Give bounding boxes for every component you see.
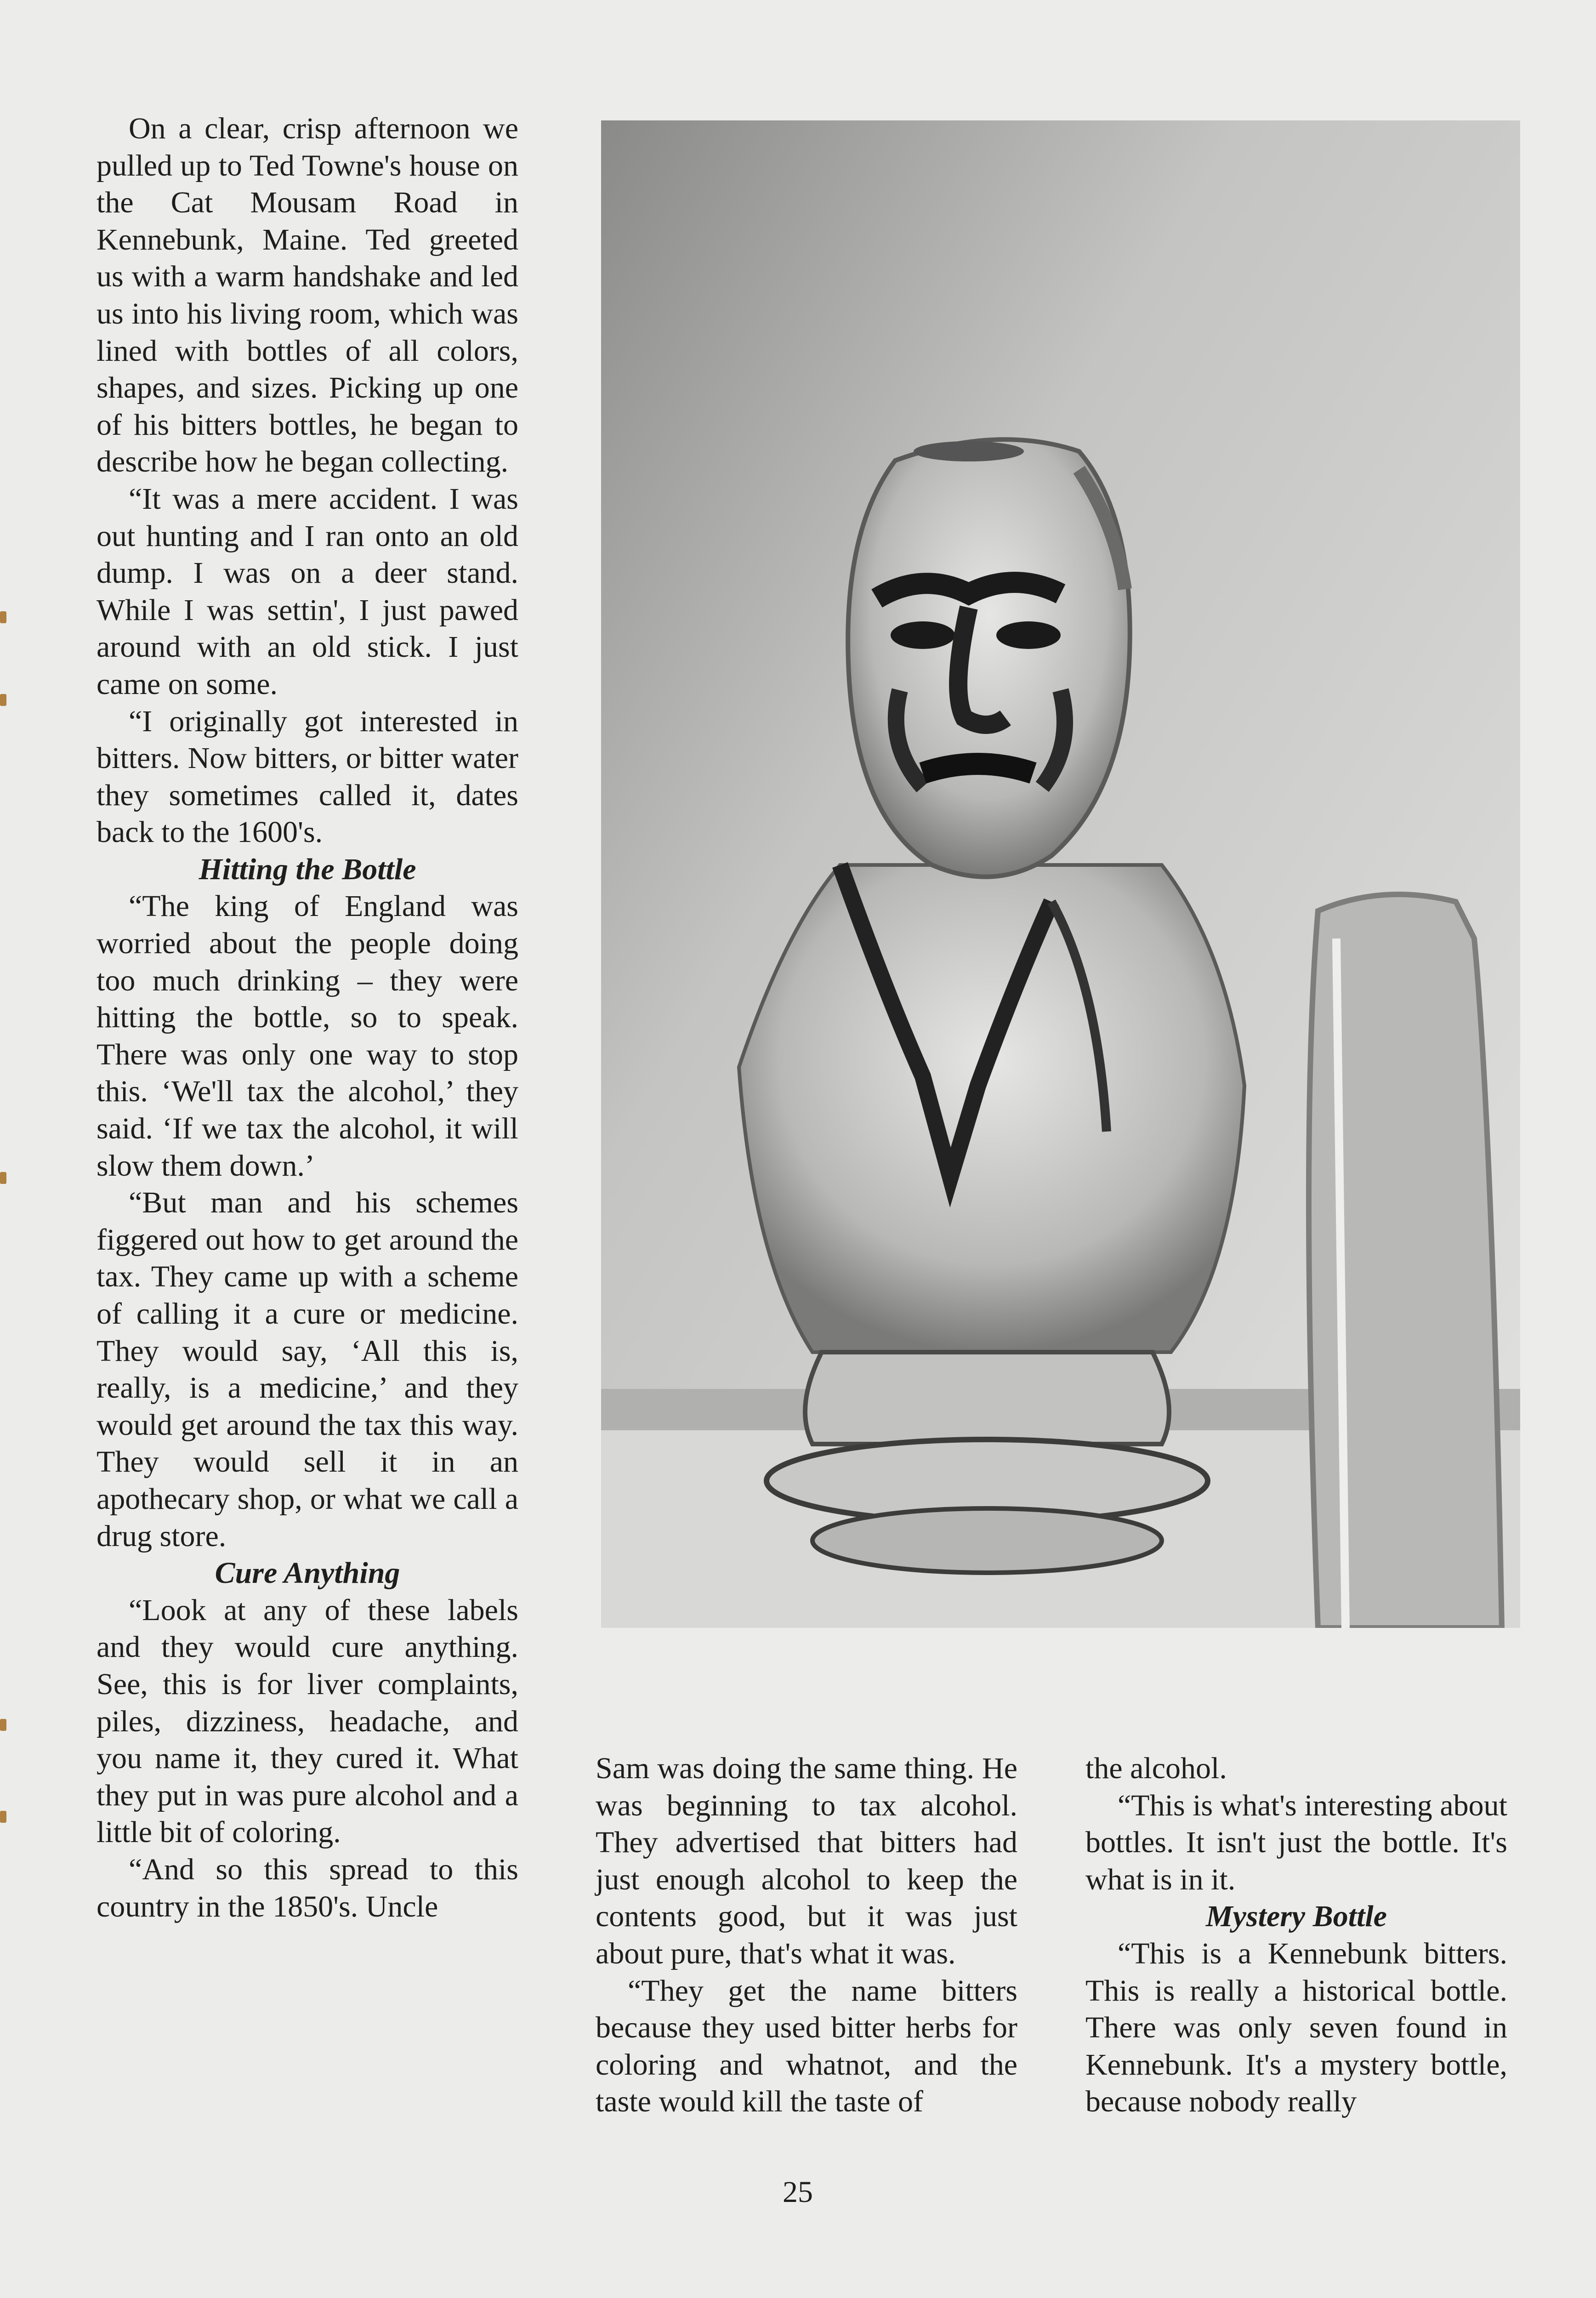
binding-mark [0, 611, 6, 623]
subheading-cure-anything: Cure Anything [215, 1556, 400, 1590]
paragraph: “They get the name bitters because they used bitter herbs for coloring and whatnot, and the taste would kill the taste of [596, 1974, 1017, 2119]
paragraph: the alcohol. [1085, 1752, 1227, 1785]
binding-mark [0, 1719, 6, 1731]
binding-mark [0, 1811, 6, 1823]
paragraph: “This is a Kennebunk bitters. This is really a historical bottle. There was only seven found in Kennebunk. It's a mystery bottle, because nobody really [1085, 1936, 1507, 2119]
paragraph: “The king of England was worried about the people doing too much drinking – they were hitting the bottle, so to speak. There was only one way to stop this. ‘We'll tax the alcohol,’ they said. ‘If we tax the alcohol, it will slow them down.’ [97, 889, 518, 1183]
paragraph: “But man and his schemes figgered out how to get around the tax. They came up with a scheme of calling it a cure or medicine. They would say, ‘All this is, really, is a medicine,’ and they would get around the tax this way. They would sell it in an apothecary shop, or what we call a drug store. [97, 1186, 518, 1553]
middle-column [596, 1750, 1017, 2121]
bust-bottle-illustration [601, 120, 1520, 1628]
paragraph: “It was a mere accident. I was out hunting and I ran onto an old dump. I was on a deer stand. While I was settin', I just pawed around with an old stick. I just came on some. [97, 482, 518, 701]
subheading-mystery-bottle: Mystery Bottle [1205, 1900, 1387, 1934]
binding-mark [0, 1172, 6, 1184]
paragraph: “This is what's interesting about bottles. It isn't just the bottle. It's what is in it. [1085, 1788, 1507, 1896]
page-number: 25 [783, 2175, 813, 2209]
photo-bust-bottle [601, 120, 1520, 1628]
paragraph: “Look at any of these labels and they would cure anything. See, this is for liver complaints, piles, dizziness, headache, and you name it, they cured it. What they put in was pure alcohol and a little bit of coloring. [97, 1593, 518, 1849]
paragraph: “I originally got interested in bitters. Now bitters, or bitter water they sometimes called it, dates back to the 1600's. [97, 704, 518, 849]
right-column [1085, 1750, 1507, 2121]
paragraph: “And so this spread to this country in the 1850's. Uncle [97, 1852, 518, 1923]
paragraph: On a clear, crisp afternoon we pulled up to Ted Towne's house on the Cat Mousam Road in Kennebunk, Maine. Ted greeted us with a warm handshake and led us into his living room, which was lined with bottles of all colors, shapes, and sizes. Picking up one of his bitters bottles, he began to describe how he began collecting. [97, 112, 518, 479]
paragraph: Sam was doing the same thing. He was beginning to tax alcohol. They advertised that bitters had just enough alcohol to keep the contents good, but it was just about pure, that's what it was. [596, 1752, 1017, 1970]
subheading-hitting-the-bottle: Hitting the Bottle [199, 852, 416, 886]
binding-mark [0, 694, 6, 706]
left-column [97, 110, 518, 1925]
